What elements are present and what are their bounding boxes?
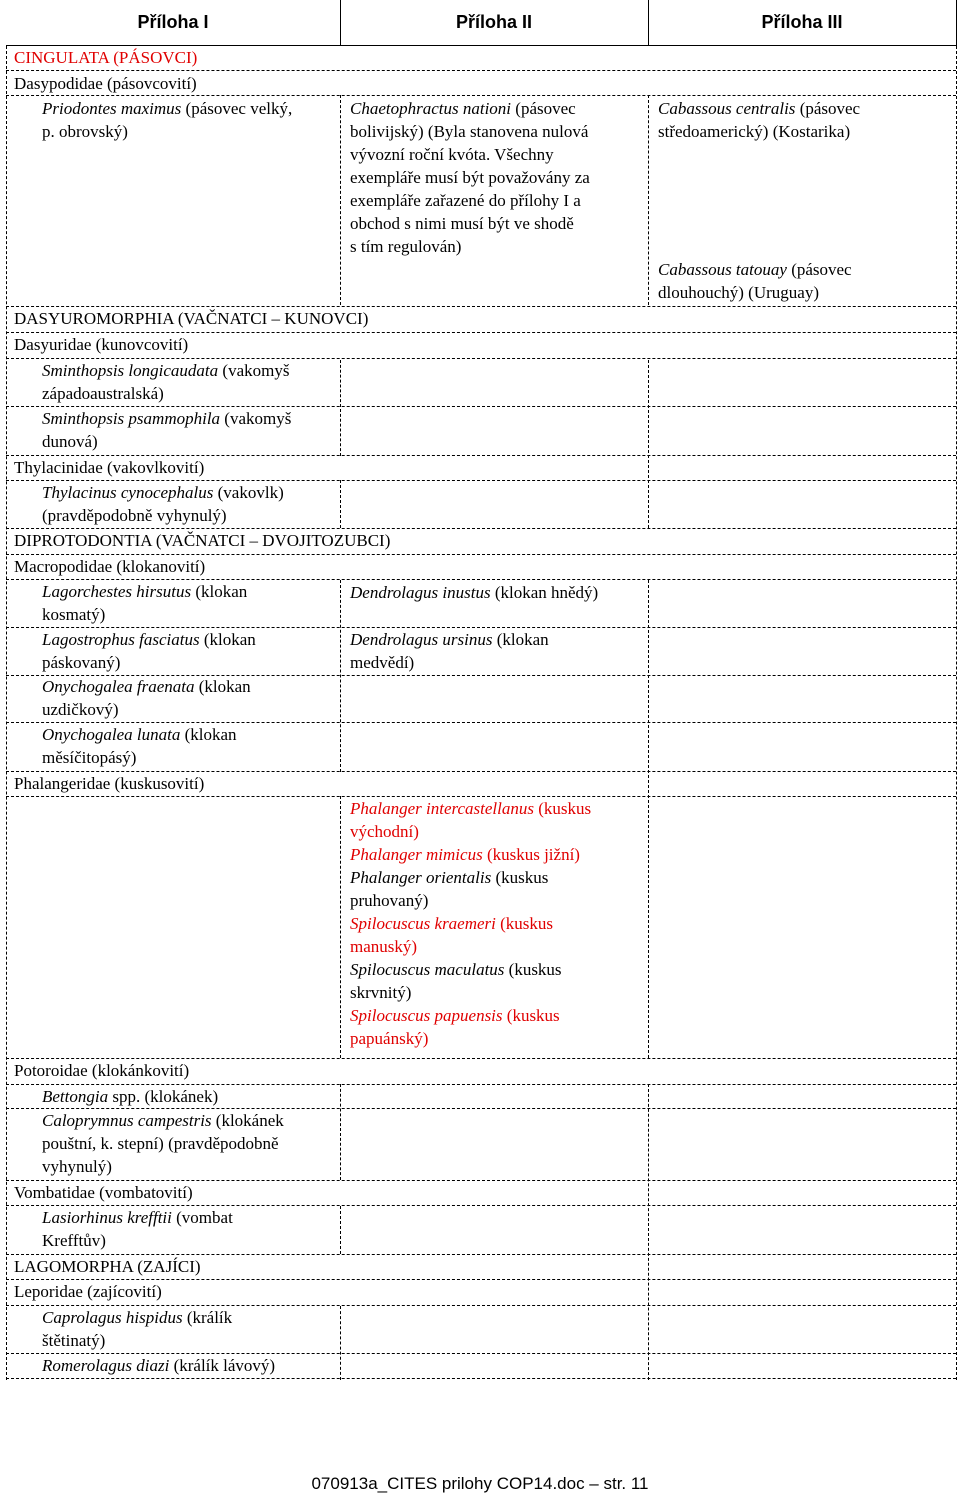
species-common-cont: manuský) <box>350 937 418 956</box>
species-common: (klokánek <box>211 1111 284 1130</box>
species-phalanger-orientalis <box>350 868 548 910</box>
col-divider-2a <box>648 95 649 305</box>
species-common: (klokan <box>180 725 237 744</box>
family-potoroidae: Potoroidae (klokánkovití) <box>14 1061 190 1080</box>
species-common: (pásovec velký, <box>181 99 293 118</box>
species-name: Spilocuscus kraemeri <box>350 914 496 933</box>
species-list-phalangeridae <box>350 797 646 1050</box>
species-common: (klokan <box>194 677 251 696</box>
col-divider-2b <box>648 360 649 528</box>
species-common-cont: dlouhouchý) (Uruguay) <box>658 283 819 302</box>
species-name: Lagorchestes hirsutus <box>42 582 192 601</box>
species-chaetophractus-nationi <box>350 97 642 258</box>
family-macropodidae: Macropodidae (klokanovití) <box>14 557 206 576</box>
species-name: Lasiorhinus krefftii <box>42 1208 172 1227</box>
species-common-cont: štětinatý) <box>42 1331 106 1350</box>
col-divider-1e <box>340 796 341 1058</box>
table-border-right-body <box>956 46 957 1380</box>
species-sminthopsis-psammophila <box>14 407 352 453</box>
species-common-cont: pouštní, k. stepní) (pravděpodobně <box>42 1134 279 1153</box>
order-lagomorpha: LAGOMORPHA (ZAJÍCI) <box>14 1257 201 1276</box>
species-romerolagus-diazi <box>14 1354 352 1377</box>
row-rule <box>6 95 956 96</box>
species-common: (vakovlk) <box>213 483 284 502</box>
species-common: (kuskus <box>495 914 554 933</box>
species-note: vyhynulý) <box>42 1157 112 1176</box>
species-common: (kuskus <box>491 868 549 887</box>
species-common-cont: skrvnitý) <box>350 983 412 1002</box>
header-divider-2 <box>648 0 649 46</box>
family-vombatidae: Vombatidae (vombatovití) <box>14 1183 193 1202</box>
species-priodontes-maximus <box>14 97 352 143</box>
species-bettongia-spp <box>14 1085 352 1108</box>
table-border-right <box>956 0 957 46</box>
species-name: Sminthopsis psammophila <box>42 409 221 428</box>
species-common: (klokan <box>199 630 256 649</box>
species-common: (klokan <box>191 582 248 601</box>
species-common: (kuskus <box>502 1006 560 1025</box>
species-name: Phalanger orientalis <box>350 868 492 887</box>
species-common-cont: měsíčitopásý) <box>42 748 137 767</box>
species-common: (pásovec <box>786 260 852 279</box>
row-rule <box>6 1378 956 1379</box>
species-common-cont: dunová) <box>42 432 98 451</box>
row-rule <box>6 70 956 71</box>
header-divider-1 <box>340 0 341 46</box>
species-note: (pravděpodobně vyhynulý) <box>42 506 227 525</box>
species-onychogalea-fraenata <box>14 675 352 721</box>
species-caloprymnus-campestris <box>14 1109 352 1178</box>
species-name: Onychogalea fraenata <box>42 677 195 696</box>
species-name: Romerolagus diazi <box>42 1356 170 1375</box>
species-common-cont: uzdičkový) <box>42 700 119 719</box>
species-common-cont: středoamerický) (Kostarika) <box>658 122 851 141</box>
species-spilocuscus-maculatus <box>350 960 562 1002</box>
species-name: Priodontes maximus <box>42 99 182 118</box>
species-name: Caprolagus hispidus <box>42 1308 183 1327</box>
species-common: (vakomyš <box>220 409 292 428</box>
species-note: s tím regulován) <box>350 237 462 256</box>
species-common: (kuskus jižní) <box>482 845 580 864</box>
species-common: (klokan hnědý) <box>490 583 599 602</box>
species-note: exempláře musí být považovány za <box>350 168 590 187</box>
species-common: spp. (klokánek) <box>108 1087 219 1106</box>
species-common-cont: kosmatý) <box>42 605 106 624</box>
species-sminthopsis-longicaudata <box>14 359 352 405</box>
species-spilocuscus-papuensis <box>350 1006 560 1048</box>
species-name: Dendrolagus inustus <box>350 583 491 602</box>
species-lagostrophus-fasciatus <box>14 628 352 674</box>
species-spilocuscus-kraemeri <box>350 914 553 956</box>
species-note: vývozní roční kvóta. Všechny <box>350 145 554 164</box>
species-common: (klokan <box>492 630 549 649</box>
species-name: Chaetophractus nationi <box>350 99 512 118</box>
species-dendrolagus-ursinus <box>350 628 646 674</box>
species-common-cont: pruhovaný) <box>350 891 429 910</box>
species-name: Thylacinus cynocephalus <box>42 483 214 502</box>
family-leporidae: Leporidae (zajícovití) <box>14 1282 162 1301</box>
species-thylacinus-cynocephalus <box>14 481 352 527</box>
species-note: obchod s nimi musí být ve shodě <box>350 214 574 233</box>
species-common: (kuskus <box>504 960 562 979</box>
species-common-cont: Krefftův) <box>42 1231 106 1250</box>
family-dasyuridae: Dasyuridae (kunovcovití) <box>14 335 189 354</box>
col-divider-2d <box>648 1084 649 1380</box>
species-note: bolivijský) (Byla stanovena nulová <box>350 122 589 141</box>
species-name: Sminthopsis longicaudata <box>42 361 219 380</box>
species-common-cont: papuánský) <box>350 1029 429 1048</box>
col-divider-2c <box>648 580 649 1058</box>
species-common-cont: p. obrovský) <box>42 122 128 141</box>
order-diprotodontia: DIPROTODONTIA (VAČNATCI – DVOJITOZUBCI) <box>14 531 391 550</box>
species-name: Phalanger intercastellanus <box>350 799 534 818</box>
family-dasypodidae: Dasypodidae (pásovcovití) <box>14 74 197 93</box>
species-name: Phalanger mimicus <box>350 845 483 864</box>
species-note: exempláře zařazené do přílohy I a <box>350 191 581 210</box>
species-common-cont: páskovaný) <box>42 653 121 672</box>
family-phalangeridae: Phalangeridae (kuskusovití) <box>14 774 205 793</box>
species-cabassous-centralis <box>658 97 954 143</box>
species-name: Caloprymnus campestris <box>42 1111 212 1130</box>
species-name: Lagostrophus fasciatus <box>42 630 200 649</box>
species-phalanger-intercastellanus <box>350 799 591 841</box>
species-name: Spilocuscus maculatus <box>350 960 505 979</box>
species-common-cont: západoaustralská) <box>42 384 164 403</box>
species-lagorchestes-hirsutus <box>14 580 352 626</box>
family-thylacinidae: Thylacinidae (vakovlkovití) <box>14 458 205 477</box>
species-name: Spilocuscus papuensis <box>350 1006 503 1025</box>
species-common: (vombat <box>171 1208 233 1227</box>
species-name: Onychogalea lunata <box>42 725 181 744</box>
species-common-cont: východní) <box>350 822 419 841</box>
header-annex-2: Příloha II <box>455 11 533 32</box>
species-onychogalea-lunata <box>14 723 352 769</box>
species-name: Dendrolagus ursinus <box>350 630 493 649</box>
species-common: (vakomyš <box>218 361 290 380</box>
species-name: Cabassous tatouay <box>658 260 787 279</box>
species-common-cont: medvědí) <box>350 653 415 672</box>
order-dasyuromorphia: DASYUROMORPHIA (VAČNATCI – KUNOVCI) <box>14 309 369 328</box>
header-annex-3: Příloha III <box>761 11 843 32</box>
species-phalanger-mimicus <box>350 845 580 864</box>
species-cabassous-tatouay <box>658 258 954 304</box>
species-caprolagus-hispidus <box>14 1306 352 1352</box>
species-name: Cabassous centralis <box>658 99 796 118</box>
species-common: (králík <box>182 1308 233 1327</box>
species-common: (kuskus <box>534 799 592 818</box>
species-name: Bettongia <box>42 1087 109 1106</box>
order-cingulata: CINGULATA (PÁSOVCI) <box>14 48 198 67</box>
species-dendrolagus-inustus <box>350 581 646 604</box>
page-footer: 070913a_CITES prilohy COP14.doc – str. 11 <box>311 1474 649 1493</box>
species-common: (pásovec <box>795 99 861 118</box>
species-common: (pásovec <box>511 99 576 118</box>
header-annex-1: Příloha I <box>137 11 209 32</box>
species-lasiorhinus-krefftii <box>14 1206 352 1252</box>
species-common: (králík lávový) <box>169 1356 276 1375</box>
